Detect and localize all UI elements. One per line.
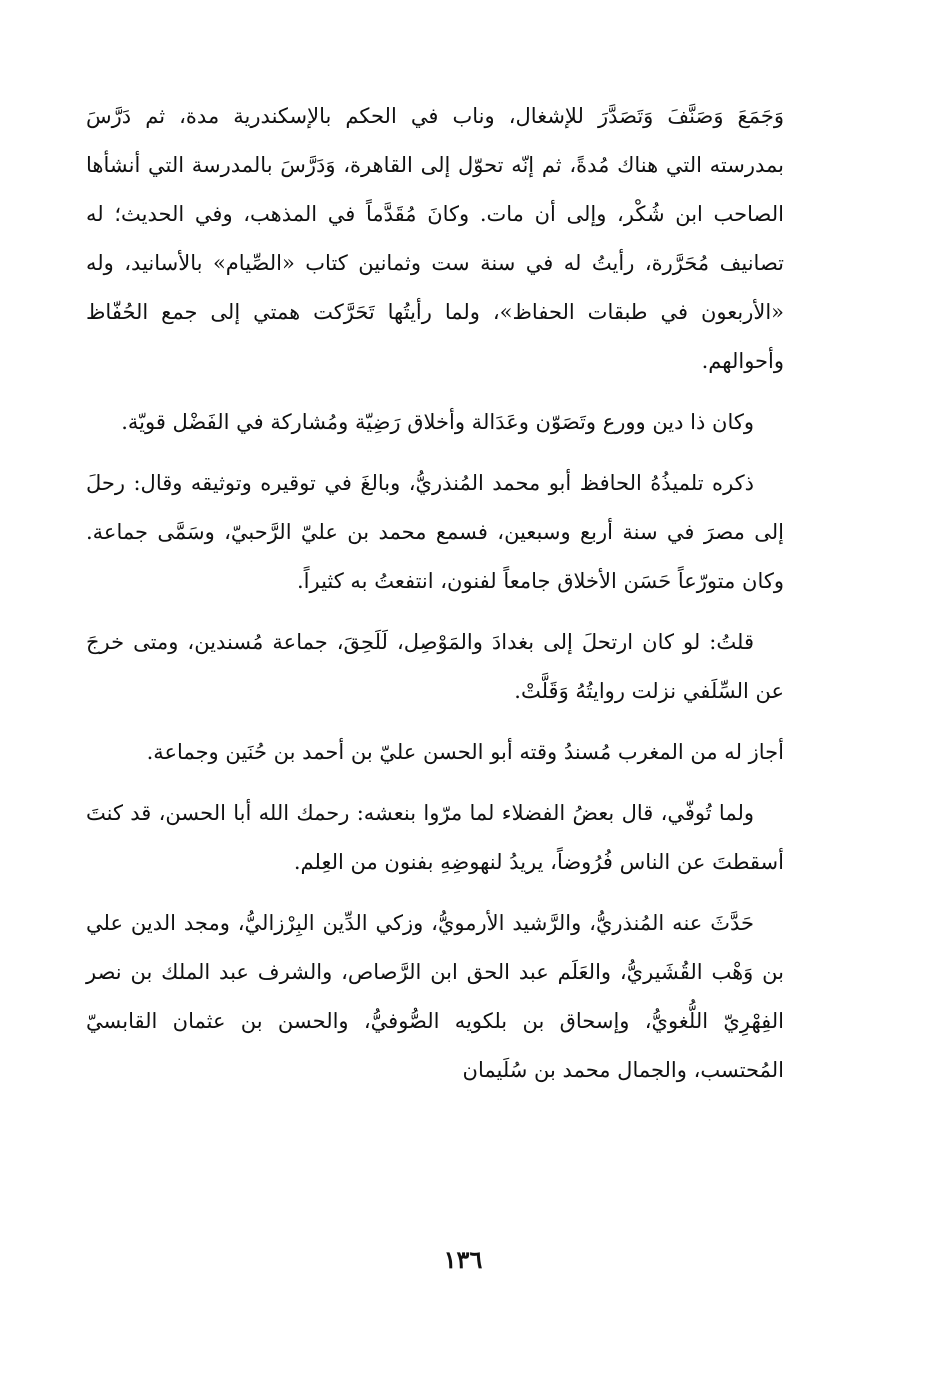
paragraph-1: وَجَمَعَ وَصَنَّفَ وَتَصَدَّرَ للإشغال، وناب في الحكم بالإسكندرية مدة، ثم دَرَّسَ بمدرسته التي هناك مُدةً، ثم إنّه تحوّل إلى القاهرة، وَدَرَّسَ بالمدرسة التي أنشأها الصاحب ابن شُكْر، وإلى أن مات. وكانَ مُقَدَّماً في المذهب، وفي الحديث؛ له تصانيف مُحَرَّرة، رأيتُ له في سنة ست وثمانين كتاب «الصِّيام» بالأسانيد، وله «الأربعون في طبقات الحفاظ»، ولما رأيتُها تَحَرَّكت همتي إلى جمع الحُفّاظ وأحوالهم. [86, 104, 784, 373]
paragraph-2: وكان ذا دين وورع وتَصَوّن وعَدَالة وأخلاق رَضِيّة ومُشاركة في الفَضْل قويّة. [121, 410, 754, 434]
page-number: ١٣٦ [443, 1245, 483, 1274]
paragraph-3: ذكره تلميذُهُ الحافظ أبو محمد المُنذريُّ، وبالغَ في توقيره وتوثيقه وقال: رحلَ إلى مصرَ في سنة أربع وسبعين، فسمع محمد بن عليّ الرَّحبيّ، وسَمَّى جماعة. وكان متورّعاً حَسَن الأخلاق جامعاً لفنون، انتفعتُ به كثيراً. [86, 471, 784, 593]
document-page [86, 92, 784, 1107]
paragraph-7: حَدَّثَ عنه المُنذريُّ، والرَّشيد الأرمويُّ، وزكي الدِّين البِرْزاليُّ، ومجد الدين علي بن وَهْب القُشَيريُّ، والعَلَم عبد الحق ابن الرَّصاص، والشرف عبد الملك بن نصر الفِهْرِيّ اللُّغويُّ، وإسحاق بن بلكويه الصُّوفيُّ، والحسن بن عثمان القابسيّ المُحتسب، والجمال محمد بن سُلَيمان [86, 911, 784, 1082]
paragraph-4: قلتُ: لو كان ارتحلَ إلى بغدادَ والمَوْصِل، لَلَحِقَ، جماعة مُسندين، ومتى خرجَ عن السِّلَفي نزلت روايتُهُ وَقَلَّتْ. [86, 630, 784, 703]
paragraph-5: أجاز له من المغرب مُسندُ وقته أبو الحسن عليّ بن أحمد بن حُنَين وجماعة. [146, 740, 784, 764]
paragraph-6: ولما تُوفّي، قال بعضُ الفضلاء لما مرّوا بنعشه: رحمك الله أبا الحسن، قد كنتَ أسقطتَ عن الناس فُرُوضاً، يريدُ لنهوضِهِ بفنون من العِلم. [86, 801, 784, 874]
